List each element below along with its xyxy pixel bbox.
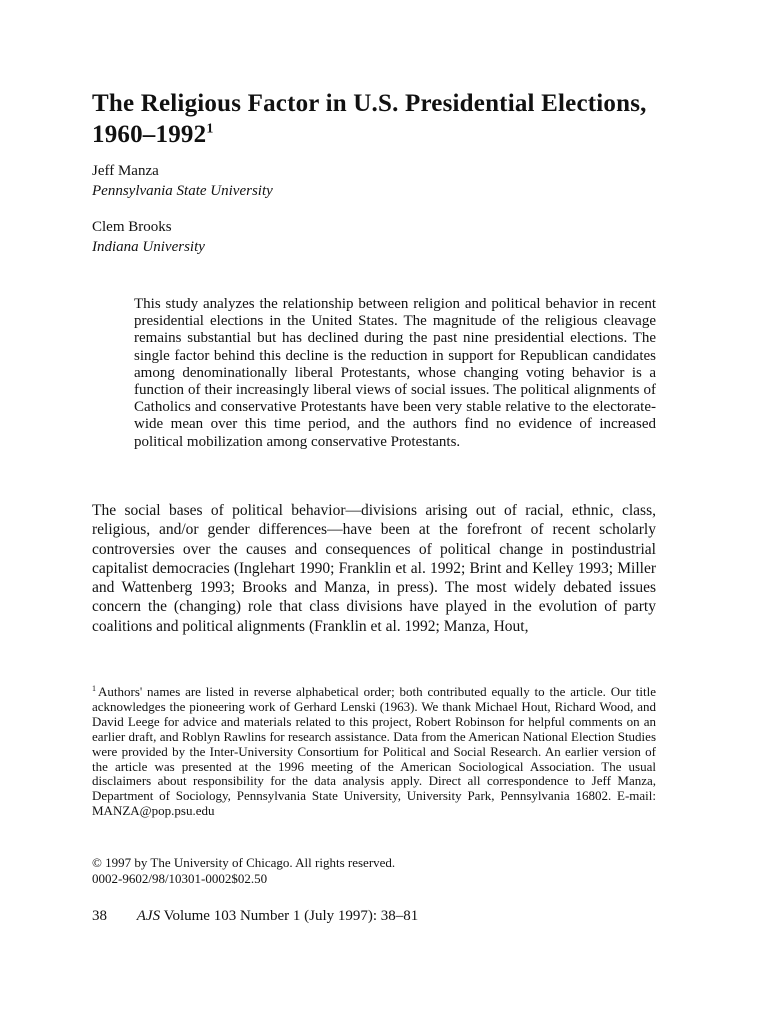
issn-line: 0002-9602/98/10301-0002$02.50 — [92, 871, 268, 886]
title-footnote-mark: 1 — [206, 121, 214, 137]
footnote — [92, 685, 656, 819]
copyright-line: © 1997 by The University of Chicago. All rights reserved. — [92, 855, 396, 870]
journal-volume: Volume 103 Number 1 (July 1997): 38–81 — [163, 908, 419, 924]
article-title — [92, 88, 692, 150]
author-affiliation: Indiana University — [92, 239, 205, 255]
page-number: 38 — [92, 908, 107, 924]
footnote-text: Authors' names are listed in reverse alphabetical order; both contributed equally to the article. Our title acknowledges the pioneering work of Gerhard Lenski (1963). We thank Michael Hout, Richard Wood, and David Leege for advice and materials related to this project, Robert Robinson for helpful comments on an earlier draft, and Roblyn Rawlins for research assistance. Data from the American National Election Studies were provided by the Inter-University Consortium for Political and Social Research. An earlier version of the article was presented at the 1996 meeting of the American Sociological Association. The usual disclaimers about responsibility for the data analysis apply. Direct all correspondence to Jeff Manza, Department of Sociology, Pennsylvania State University, University Park, Pennsylvania 16802. E-mail: MANZA@pop.psu.edu — [92, 684, 656, 819]
author-block-2 — [92, 217, 205, 257]
journal-abbrev: AJS — [136, 908, 161, 924]
footnote-mark: 1 — [92, 683, 96, 693]
author-name: Jeff Manza — [92, 163, 159, 179]
article-title-text: The Religious Factor in U.S. Presidential Elections, 1960–1992 — [92, 90, 647, 148]
author-affiliation: Pennsylvania State University — [92, 183, 273, 199]
author-block-1 — [92, 161, 273, 201]
copyright-notice — [92, 855, 395, 887]
author-name: Clem Brooks — [92, 219, 172, 235]
journal-citation — [92, 907, 418, 925]
body-paragraph: The social bases of political behavior—divisions arising out of racial, ethnic, class, religious, and/or gender differences—have been at the forefront of recent scholarly controversies over the causes and consequences of political change in postindustrial capitalist democracies (Inglehart 1990; Franklin et al. 1992; Brint and Kelley 1993; Miller and Wattenberg 1993; Brooks and Manza, in press). The most widely debated issues concern the (changing) role that class divisions have played in the evolution of party coalitions and political alignments (Franklin et al. 1992; Manza, Hout, — [92, 502, 656, 635]
abstract: This study analyzes the relationship between religion and political behavior in recent presidential elections in the United States. The magnitude of the religious cleavage remains substantial but has declined during the past nine presidential elections. The single factor behind this decline is the reduction in support for Republican candidates among denominationally liberal Protestants, whose changing voting behavior is a function of their increasingly liberal views of social issues. The political alignments of Catholics and conservative Protestants have been very stable relative to the electorate-wide mean over this time period, and the authors find no evidence of increased political mobilization among conservative Protestants. — [134, 296, 656, 450]
